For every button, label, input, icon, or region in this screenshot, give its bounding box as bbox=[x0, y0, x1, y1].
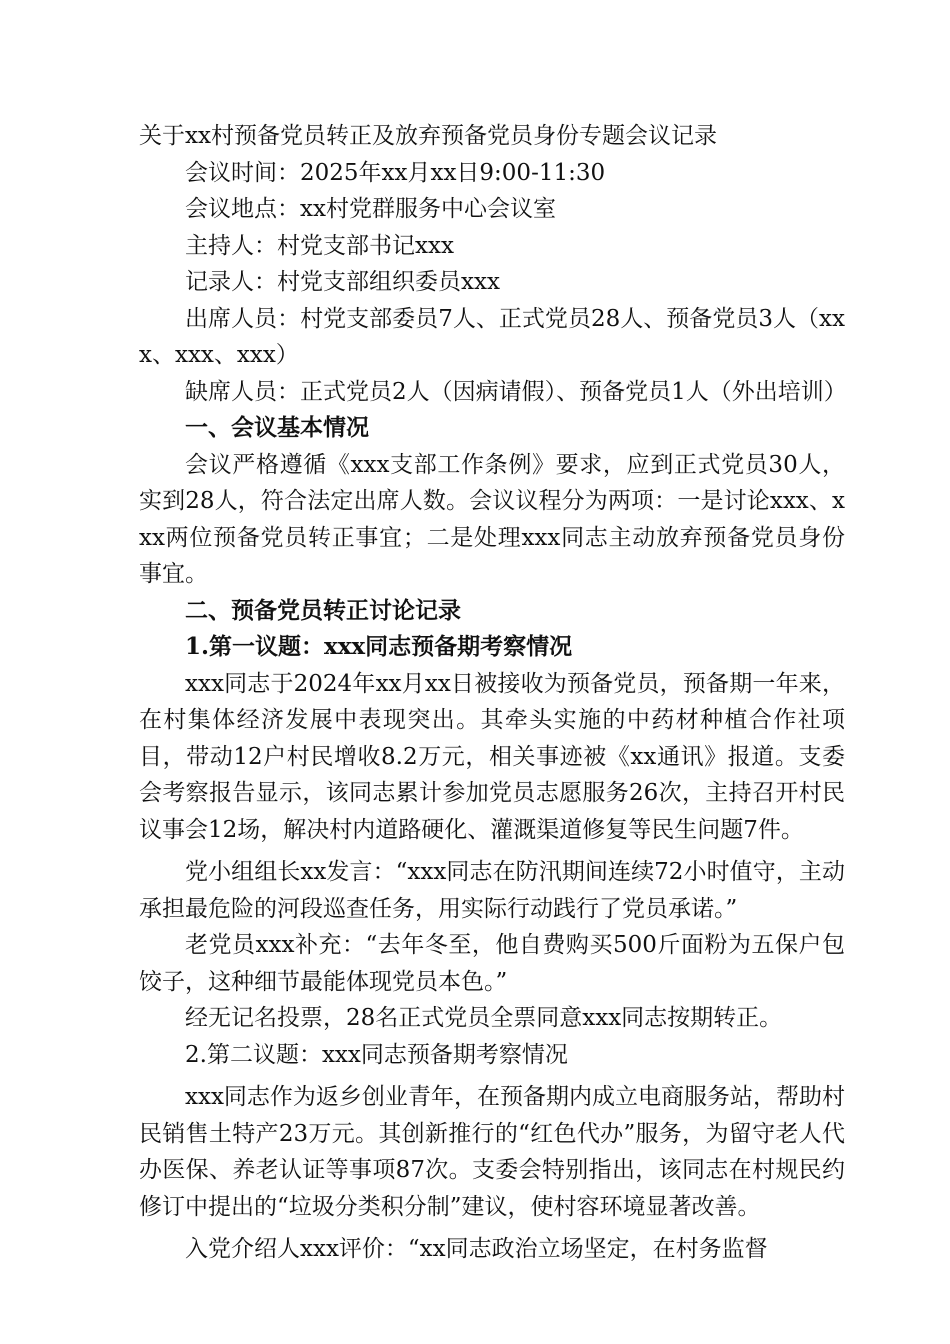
meeting-place: 会议地点：xx村党群服务中心会议室 bbox=[185, 196, 556, 222]
meeting-host: 主持人：村党支部书记xxx bbox=[185, 232, 454, 259]
topic-heading: 1.第一议题：xxx同志预备期考察情况 bbox=[185, 633, 573, 660]
section-heading: 一、会议基本情况 bbox=[185, 414, 369, 441]
meeting-time: 会议时间：2025年xx月xx日9:00-11:30 bbox=[185, 159, 606, 186]
topic-paragraph: 入党介绍人xxx评价：“xx同志政治立场坚定，在村务监督 bbox=[185, 1236, 768, 1262]
document-title: 关于xx村预备党员转正及放弃预备党员身份专题会议记录 bbox=[139, 123, 717, 149]
topic-paragraph: xxx同志于2024年xx月xx日被接收为预备党员，预备期一年来，在村集体经济发展中表现突出。其牵头实施的中药材种植合作社项目，带动12户村民增收8.2万元，相关事迹被《xx通讯》报道。支委会考察报告显示，该同志累计参加党员志愿服务26次，主持召开村民议事会12场，解决村内道路硬化、灌溉渠道修复等民生问题7件。 bbox=[139, 670, 845, 843]
meeting-absentees: 缺席人员：正式党员2人（因病请假）、预备党员1人（外出培训） bbox=[185, 378, 847, 405]
topic-paragraph: 经无记名投票，28名正式党员全票同意xxx同志按期转正。 bbox=[185, 1005, 783, 1031]
section-paragraph: 会议严格遵循《xxx支部工作条例》要求，应到正式党员30人，实到28人，符合法定出席人数。会议议程分为两项：一是讨论xxx、xxx两位预备党员转正事宜；二是处理xxx同志主动放弃预备党员身份事宜。 bbox=[139, 451, 845, 587]
topic-heading: 2.第二议题：xxx同志预备期考察情况 bbox=[185, 1041, 568, 1068]
topic-paragraph: xxx同志作为返乡创业青年，在预备期内成立电商服务站，帮助村民销售土特产23万元。其创新推行的“红色代办”服务，为留守老人代办医保、养老认证等事项87次。支委会特别指出，该同志在村规民约修订中提出的“垃圾分类积分制”建议，使村容环境显著改善。 bbox=[139, 1084, 845, 1220]
topic-paragraph: 党小组组长xx发言：“xxx同志在防汛期间连续72小时值守，主动承担最危险的河段巡查任务，用实际行动践行了党员承诺。” bbox=[139, 859, 845, 922]
meeting-attendees: 出席人员：村党支部委员7人、正式党员28人、预备党员3人（xxx、xxx、xxx） bbox=[139, 305, 845, 368]
meeting-recorder: 记录人：村党支部组织委员xxx bbox=[185, 269, 500, 295]
document-body bbox=[139, 118, 845, 1268]
topic-paragraph: 老党员xxx补充：“去年冬至，他自费购买500斤面粉为五保户包饺子，这种细节最能体现党员本色。” bbox=[139, 932, 845, 995]
section-heading: 二、预备党员转正讨论记录 bbox=[185, 596, 461, 624]
